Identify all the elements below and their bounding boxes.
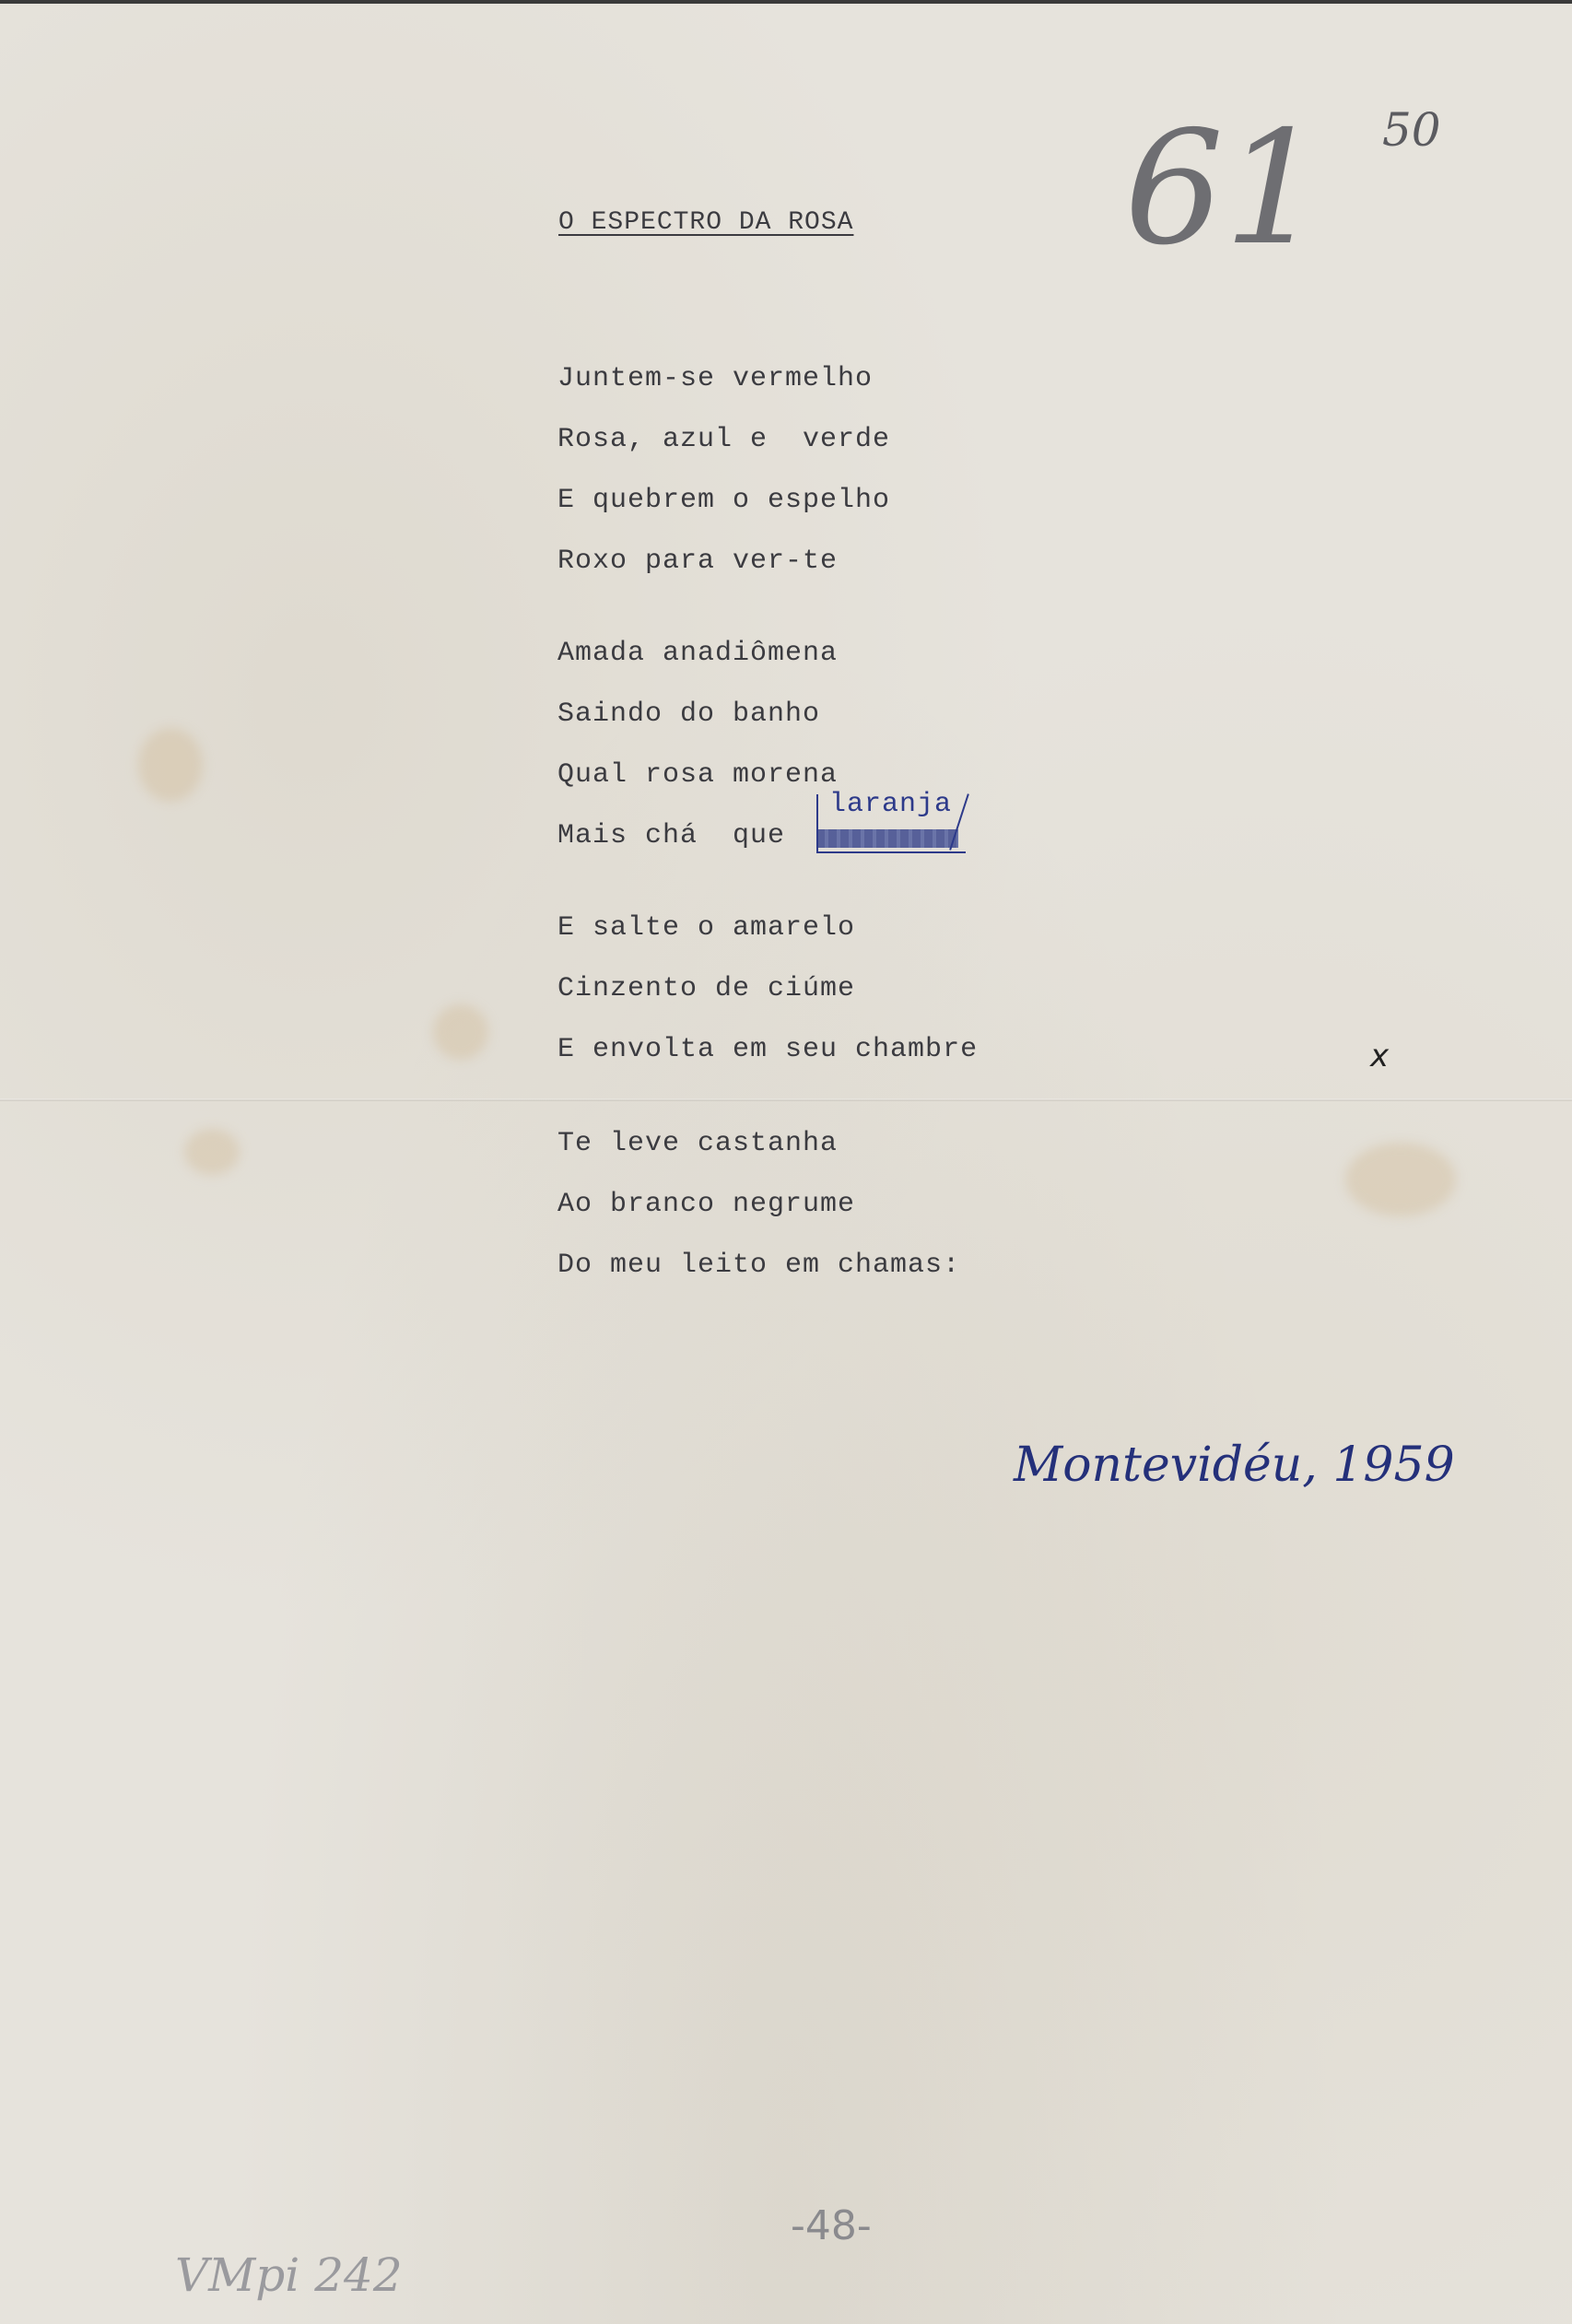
- poem-line: Cinzento de ciúme: [557, 973, 856, 1004]
- stain: [1345, 1143, 1456, 1216]
- stain: [433, 1004, 488, 1060]
- place-date-signature: Montevidéu, 1959: [1014, 1438, 1455, 1493]
- folio-number: 61: [1124, 98, 1324, 280]
- folio-number-small: 50: [1382, 103, 1441, 157]
- archive-mark: VMpi 242: [175, 2248, 403, 2302]
- poem-title: O ESPECTRO DA ROSA: [558, 208, 854, 237]
- page-number: -48-: [791, 2202, 872, 2249]
- cross-mark: x: [1370, 1038, 1390, 1074]
- poem-line: E quebrem o espelho: [557, 485, 891, 516]
- poem-line: E salte o amarelo: [557, 912, 856, 944]
- poem-line: Qual rosa morena: [557, 759, 839, 791]
- stanza-1: [557, 348, 890, 592]
- page-top-edge: [0, 0, 1572, 4]
- stanza-3: [557, 898, 978, 1080]
- poem-line: Ao branco negrume: [557, 1189, 856, 1220]
- stanza-4: [557, 1113, 960, 1296]
- poem-line: Juntem-se vermelho: [557, 363, 874, 394]
- poem-line: Do meu leito em chamas:: [557, 1250, 961, 1281]
- stain: [138, 728, 203, 802]
- stain: [184, 1129, 240, 1175]
- poem-line: Mais chá que: [557, 820, 786, 851]
- poem-line: Roxo para ver-te: [557, 546, 839, 577]
- poem-line: E envolta em seu chambre: [557, 1034, 979, 1065]
- stanza-2: [557, 623, 838, 866]
- poem-line: Amada anadiômena: [557, 638, 839, 669]
- paper-fold: [0, 1098, 1572, 1101]
- handwritten-correction: laranja: [829, 789, 953, 820]
- poem-line: Rosa, azul e verde: [557, 424, 891, 455]
- poem-line: Te leve castanha: [557, 1128, 839, 1159]
- poem-line: Saindo do banho: [557, 698, 821, 730]
